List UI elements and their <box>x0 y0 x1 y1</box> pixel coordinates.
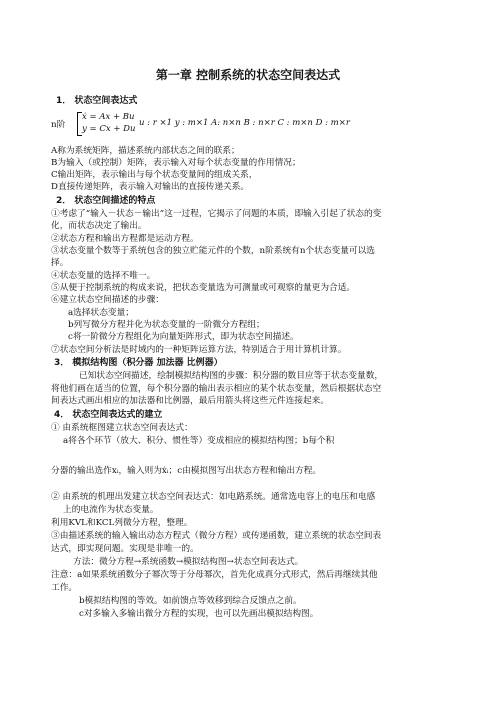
text-line: c对多输入多输出微分方程的实现，也可以先画出模拟结构图。 <box>79 609 319 619</box>
equation-order-label: n阶 <box>51 120 66 130</box>
text-line: ① 由系统框图建立状态空间表达式： <box>51 423 193 433</box>
text-line: ② 由系统的机理出发建立状态空间表达式：如电路系统。通常选电容上的电压和电感 <box>51 492 376 502</box>
text-line: c将一阶微分方程组化为向量矩阵形式，即为状态空间描述。 <box>68 332 299 342</box>
text-line: 将他们画在适当的位置，每个积分器的输出表示相应的某个状态变量，然后根据状态空 <box>51 384 382 394</box>
text-line: ④状态变量的选择不唯一。 <box>51 271 156 281</box>
section-4-heading: 4． 状态空间表达式的建立 <box>54 410 163 420</box>
output-equation: y = Cx + Du <box>82 124 136 134</box>
text-line: B为输入（或控制）矩阵，表示输入对每个状态变量的作用情况； <box>51 158 301 168</box>
section-3-heading: 3． 模拟结构图（积分器 加法器 比例器） <box>54 358 223 368</box>
text-line: 间表达式画出相应的加法器和比例器，最后用箭头将这些元件连接起来。 <box>51 396 329 406</box>
state-equation: ẋ = Ax + Bu <box>82 112 135 122</box>
text-line: 已知状态空间描述，绘制模拟结构图的步骤：积分器的数目应等于状态变量数， <box>79 371 384 381</box>
text-line: b列写微分方程并化为状态变量的一阶微分方程组； <box>68 320 265 330</box>
section-1-heading: 1． 状态空间表达式 <box>56 96 138 106</box>
text-line: ③由描述系统的输入输出动态方程式（微分方程）或传递函数，建立系统的状态空间表 <box>51 531 382 541</box>
section-2-heading: 2． 状态空间描述的特点 <box>56 196 156 206</box>
matrix-dimensions: u : r ×1 y : m×1 A: n×n B : n×r C : m×n D : m×r <box>139 118 350 128</box>
text-line: D直接传递矩阵，表示输入对输出的直接传递关系。 <box>51 182 250 192</box>
text-line: ①考虑了“输入－状态－输出”这一过程，它揭示了问题的本质，即输入引起了状态的变 <box>51 209 382 219</box>
text-line: 择。 <box>51 258 69 268</box>
text-line: C输出矩阵，表示输出与每个状态变量间的组成关系， <box>51 170 258 180</box>
text-line: 达式，即实现问题。实现是非唯一的。 <box>51 544 199 554</box>
chapter-title: 第一章 控制系统的状态空间表达式 <box>155 68 341 82</box>
state-space-equation <box>51 111 471 137</box>
text-line: ②状态方程和输出方程都是运动方程。 <box>51 234 199 244</box>
text-line: a将各个环节（放大、积分、惯性等）变成相应的模拟结构图；b每个积 <box>63 436 335 446</box>
text-line: ⑦状态空间分析法是时域内的一种矩阵运算方法，特别适合于用计算机计算。 <box>51 345 347 355</box>
text-line: 利用KVL和KCL列微分方程，整理。 <box>51 518 193 528</box>
equation-lines <box>82 111 135 135</box>
text-line: 分器的输出选作xᵢ，输入则为ẋᵢ；c由模拟图写出状态方程和输出方程。 <box>51 466 322 476</box>
text-line: ⑥建立状态空间描述的步骤： <box>51 295 164 305</box>
text-line: 工作。 <box>51 583 78 593</box>
text-line: ⑤从便于控制系统的构成来说，把状态变量选为可测量或可观察的量更为合适。 <box>51 283 356 293</box>
text-line: 注意：a如果系统函数分子幂次等于分母幂次，首先化成真分式形式，然后再继续其他 <box>51 570 378 580</box>
text-line: ③状态变量个数等于系统包含的独立贮能元件的个数，n阶系统有n个状态变量可以选 <box>51 246 375 256</box>
text-line: 上的电流作为状态变量。 <box>63 505 159 515</box>
text-line: A称为系统矩阵，描述系统内部状态之间的联系； <box>51 146 240 156</box>
text-line: a选择状态变量； <box>68 308 134 318</box>
text-line: 化，而状态决定了输出。 <box>51 221 147 231</box>
text-line: b模拟结构图的等效。如前馈点等效移到综合反馈点之前。 <box>79 596 302 606</box>
text-line: 方法：微分方程→系统函数→模拟结构图→状态空间表达式。 <box>73 557 304 567</box>
